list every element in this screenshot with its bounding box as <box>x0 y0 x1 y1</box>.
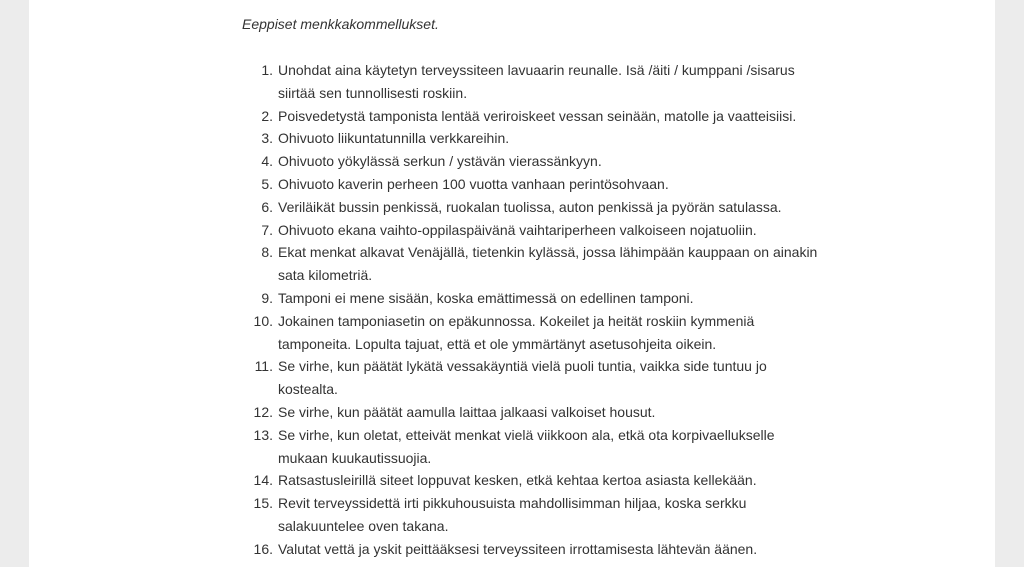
item-text: Ohivuoto yökylässä serkun / ystävän vierassänkyyn. <box>278 153 602 170</box>
list-item <box>242 492 822 538</box>
list-item <box>242 310 822 356</box>
item-text: Se virhe, kun oletat, etteivät menkat vielä viikkoon ala, etkä ota korpivaellukselle mukaan kuukautissuojia. <box>278 426 775 466</box>
item-text: Poisvedetystä tamponista lentää veriroiskeet vessan seinään, matolle ja vaatteisiisi. <box>278 107 797 124</box>
item-text: Se virhe, kun päätät lykätä vessakäyntiä vielä puoli tuntia, vaikka side tuntuu jo kostealta. <box>278 358 767 398</box>
item-number: 16. <box>253 540 273 557</box>
item-text: Ohivuoto ekana vaihto-oppilaspäivänä vaihtariperheen valkoiseen nojatuoliin. <box>278 221 757 238</box>
item-text: Veriläikät bussin penkissä, ruokalan tuolissa, auton penkissä ja pyörän satulassa. <box>278 198 782 215</box>
item-number: 11. <box>254 358 273 375</box>
item-number: 9. <box>261 289 273 306</box>
list-item <box>242 196 822 219</box>
item-text: Jokainen tamponiasetin on epäkunnossa. Kokeilet ja heität roskiin kymmeniä tamponeita. Lopulta tajuat, että et ole ymmärtänyt asetusohjeita oikein. <box>278 312 755 352</box>
item-text: Revit terveyssidettä irti pikkuhousuista mahdollisimman hiljaa, koska serkku salakuuntelee oven takana. <box>278 495 747 534</box>
list-item <box>242 538 822 561</box>
item-number: 2. <box>261 107 273 124</box>
item-number: 12. <box>253 403 273 420</box>
item-number: 14. <box>253 472 273 489</box>
list-item <box>242 127 822 150</box>
list-item <box>242 469 822 492</box>
item-number: 13. <box>253 426 273 443</box>
item-text: Tamponi ei mene sisään, koska emättimessä on edellinen tamponi. <box>278 289 694 306</box>
page <box>29 0 995 567</box>
item-number: 7. <box>261 221 273 238</box>
item-number: 3. <box>261 130 273 147</box>
list-item <box>242 173 822 196</box>
item-text: Ratsastusleirillä siteet loppuvat kesken, etkä kehtaa kertoa asiasta kellekään. <box>278 472 757 489</box>
item-text: Unohdat aina käytetyn terveyssiteen lavuaarin reunalle. Isä /äiti / kumppani /sisarus siirtää sen tunnollisesti roskiin. <box>278 62 795 101</box>
item-number: 8. <box>261 244 273 261</box>
list-item <box>242 401 822 424</box>
item-text: Ekat menkat alkavat Venäjällä, tietenkin kylässä, jossa lähimpään kauppaan on ainakin sata kilometriä. <box>278 244 818 284</box>
item-number: 15. <box>253 495 273 512</box>
list-item <box>242 150 822 173</box>
item-text: Ohivuoto liikuntatunnilla verkkareihin. <box>278 130 510 147</box>
item-text: Ohivuoto kaverin perheen 100 vuotta vanhaan perintösohvaan. <box>278 175 669 192</box>
mishap-list <box>242 59 822 561</box>
list-item <box>242 241 822 287</box>
list-item <box>242 219 822 242</box>
item-number: 1. <box>261 62 273 78</box>
list-item <box>242 105 822 128</box>
list-item <box>242 287 822 310</box>
item-number: 6. <box>261 198 273 215</box>
item-text: Valutat vettä ja yskit peittääksesi terveyssiteen irrottamisesta lähtevän äänen. <box>278 540 758 557</box>
item-number: 10. <box>253 312 273 329</box>
item-number: 4. <box>261 153 273 170</box>
list-item <box>242 355 822 401</box>
article-intro: Eeppiset menkkakommellukset. <box>242 16 439 32</box>
item-text: Se virhe, kun päätät aamulla laittaa jalkaasi valkoiset housut. <box>278 403 656 420</box>
list-item <box>242 424 822 470</box>
item-number: 5. <box>261 175 273 192</box>
list-item <box>242 59 822 105</box>
